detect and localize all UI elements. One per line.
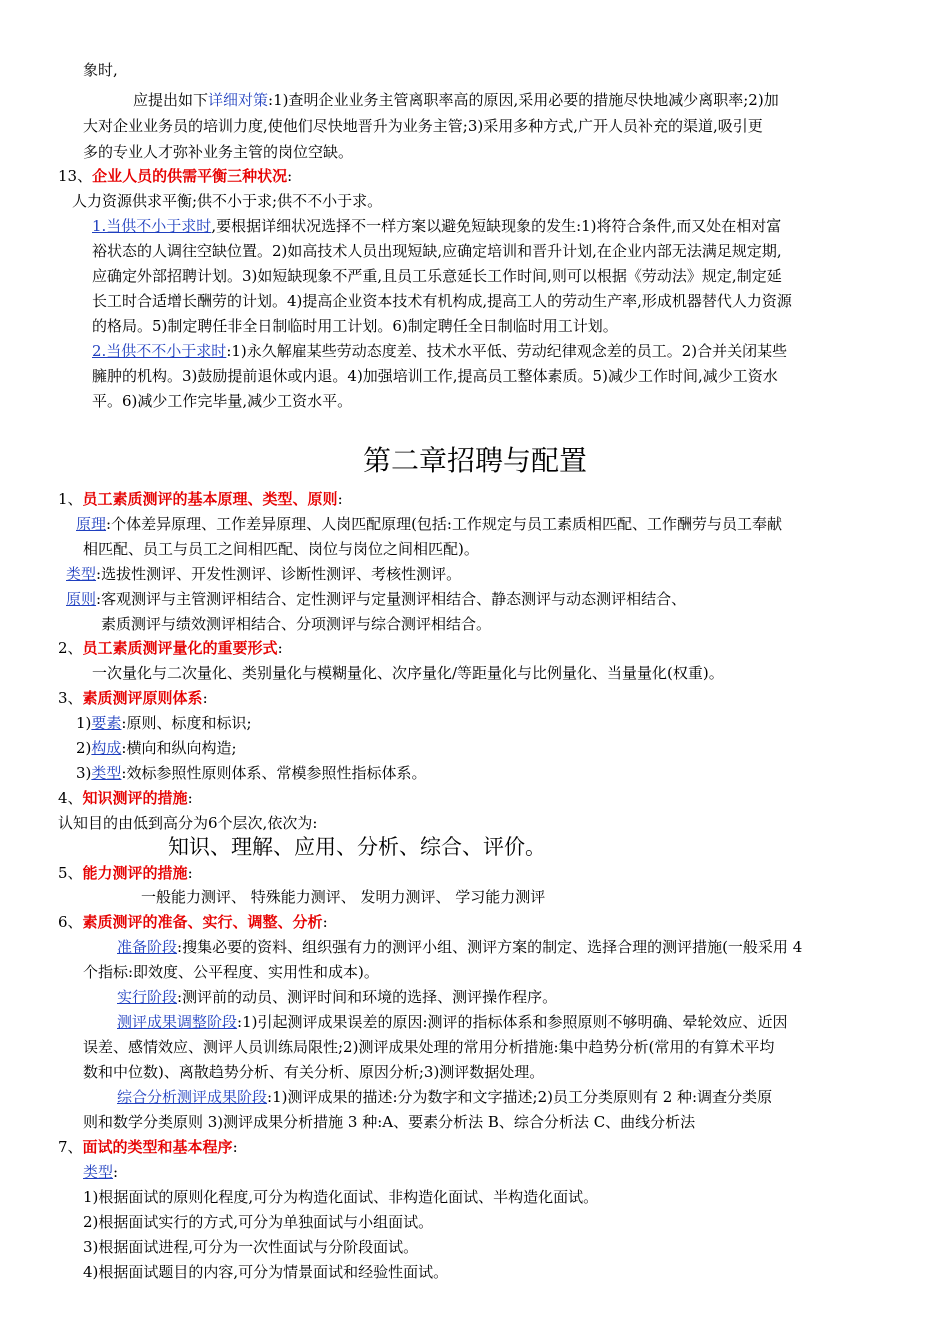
section-heading — [58, 788, 193, 808]
emphasis-line: 知识、理解、应用、分析、综合、评价。 — [168, 835, 546, 859]
keyword: 详细对策 — [208, 91, 269, 109]
text-line: 一次量化与二次量化、类别量化与模糊量化、次序量化/等距量化与比例量化、当量量化(权重)。 — [92, 664, 724, 682]
text-line: 多的专业人才弥补业务主管的岗位空缺。 — [83, 143, 354, 161]
section-number: 1、 — [58, 490, 83, 508]
section-title: 员工素质测评量化的重要形式 — [82, 639, 278, 657]
section-number: 4、 — [58, 789, 83, 807]
colon: : — [337, 490, 343, 508]
list-item: 4)根据面试题目的内容,可分为情景面试和经验性面试。 — [83, 1263, 449, 1281]
list-item: 2)根据面试实行的方式,可分为单独面试与小组面试。 — [83, 1213, 434, 1231]
text-line: 臃肿的机构。3)鼓励提前退休或内退。4)加强培训工作,提高员工整体素质。5)减少工作时间,减少工资水 — [92, 367, 778, 385]
keyword: 要素 — [91, 714, 122, 732]
section-number: 7、 — [58, 1138, 83, 1156]
text-fragment: :个体差异原理、工作差异原理、人岗匹配原理(包括:工作规定与员工素质相匹配、工作酬劳与员工奉献 — [106, 515, 782, 533]
colon: : — [202, 689, 208, 707]
keyword: 测评成果调整阶段 — [117, 1013, 238, 1031]
text-fragment: :客观测评与主管测评相结合、定性测评与定量测评相结合、静态测评与动态测评相结合、 — [96, 590, 687, 608]
text-line: 认知目的由低到高分为6个层次,依次为: — [58, 814, 318, 832]
colon: : — [287, 167, 293, 185]
text-line — [133, 90, 779, 110]
text-line: 人力资源供求平衡;供不小于求;供不不小于求。 — [72, 192, 383, 210]
text-line: 应确定外部招聘计划。3)如短缺现象不严重,且员工乐意延长工作时间,则可以根据《劳动法》规定,制定延 — [92, 267, 782, 285]
section-number: 13、 — [58, 167, 93, 185]
keyword: 类型 — [83, 1163, 114, 1181]
list-item: 3)根据面试进程,可分为一次性面试与分阶段面试。 — [83, 1238, 419, 1256]
section-number: 5、 — [58, 864, 83, 882]
text-fragment: :原则、标度和标识; — [121, 714, 252, 732]
section-number: 2、 — [58, 639, 83, 657]
text-fragment: :1)永久解雇某些劳动态度差、技术水平低、劳动纪律观念差的员工。2)合并关闭某些 — [226, 342, 788, 360]
section-title: 知识测评的措施 — [82, 789, 188, 807]
text-line: 数和中位数)、离散趋势分析、有关分析、原因分析;3)测评数据处理。 — [83, 1063, 545, 1081]
text-line — [117, 987, 557, 1007]
keyword: 1.当供不小于求时 — [92, 217, 212, 235]
text-line: 象时, — [83, 61, 118, 79]
text-fragment: :横向和纵向构造; — [121, 739, 237, 757]
text-line — [117, 937, 802, 957]
section-heading — [58, 638, 283, 658]
text-fragment: :选拔性测评、开发性测评、诊断性测评、考核性测评。 — [96, 565, 462, 583]
text-fragment: ,要根据详细状况选择不一样方案以避免短缺现象的发生:1)将符合条件,而又处在相对富 — [211, 217, 782, 235]
section-heading — [58, 688, 208, 708]
colon: : — [187, 789, 193, 807]
item-number: 3) — [76, 764, 92, 782]
colon: : — [322, 913, 328, 931]
keyword: 准备阶段 — [117, 938, 178, 956]
section-number: 3、 — [58, 689, 83, 707]
text-line: 大对企业业务员的培训力度,使他们尽快地晋升为业务主管;3)采用多种方式,广开人员补充的渠道,吸引更 — [83, 117, 763, 135]
text-fragment: :效标参照性原则体系、常模参照性指标体系。 — [121, 764, 427, 782]
text-fragment: :1)查明企业业务主管离职率高的原因,采用必要的措施尽快地减少离职率;2)加 — [268, 91, 779, 109]
keyword: 2.当供不不小于求时 — [92, 342, 227, 360]
text-line — [117, 1087, 772, 1107]
text-line: 误差、感情效应、测评人员训练局限性;2)测评成果处理的常用分析措施:集中趋势分析(常用的有算术平均 — [83, 1038, 775, 1056]
section-title: 面试的类型和基本程序 — [82, 1138, 233, 1156]
keyword: 构成 — [91, 739, 122, 757]
text-line — [66, 564, 461, 584]
text-fragment: : — [113, 1163, 119, 1181]
text-line — [76, 738, 237, 758]
section-title: 员工素质测评的基本原理、类型、原则 — [82, 490, 338, 508]
chapter-title: 第二章招聘与配置 — [362, 444, 587, 477]
colon: : — [232, 1138, 238, 1156]
text-fragment: :测评前的动员、测评时间和环境的选择、测评操作程序。 — [177, 988, 558, 1006]
section-title: 企业人员的供需平衡三种状况 — [92, 167, 288, 185]
section-title: 素质测评原则体系 — [82, 689, 203, 707]
text-line — [83, 1162, 118, 1182]
colon: : — [187, 864, 193, 882]
section-heading — [58, 912, 328, 932]
text-line — [76, 763, 426, 783]
text-line — [66, 589, 686, 609]
keyword: 原则 — [66, 590, 97, 608]
text-line: 相匹配、员工与员工之间相匹配、岗位与岗位之间相匹配)。 — [83, 540, 479, 558]
item-number: 2) — [76, 739, 92, 757]
section-number: 6、 — [58, 913, 83, 931]
text-line: 素质测评与绩效测评相结合、分项测评与综合测评相结合。 — [101, 615, 492, 633]
keyword: 原理 — [76, 515, 107, 533]
keyword: 实行阶段 — [117, 988, 178, 1006]
text-line — [76, 713, 252, 733]
text-line: 平。6)减少工作完毕量,减少工资水平。 — [92, 392, 353, 410]
text-line — [76, 514, 782, 534]
colon: : — [277, 639, 283, 657]
section-heading — [58, 863, 193, 883]
item-number: 1) — [76, 714, 92, 732]
text-line: 长工时合适增长酬劳的计划。4)提高企业资本技术有机构成,提高工人的劳动生产率,形成机器替代人力资源 — [92, 292, 792, 310]
text-fragment: :1)测评成果的描述:分为数字和文字描述;2)员工分类原则有 2 种:调查分类原 — [267, 1088, 773, 1106]
text-line: 的格局。5)制定聘任非全日制临时用工计划。6)制定聘任全日制临时用工计划。 — [92, 317, 618, 335]
section-heading — [58, 1137, 238, 1157]
list-item: 1)根据面试的原则化程度,可分为构造化面试、非构造化面试、半构造化面试。 — [83, 1188, 599, 1206]
section-heading — [58, 489, 343, 509]
section-heading — [58, 166, 292, 186]
keyword: 类型 — [66, 565, 97, 583]
text-line — [92, 216, 781, 236]
text-line: 则和数学分类原则 3)测评成果分析措施 3 种:A、要素分析法 B、综合分析法 C、曲线分析法 — [83, 1113, 696, 1131]
keyword: 综合分析测评成果阶段 — [117, 1088, 268, 1106]
section-title: 素质测评的准备、实行、调整、分析 — [82, 913, 323, 931]
text-fragment: :搜集必要的资料、组织强有力的测评小组、测评方案的制定、选择合理的测评措施(一般采用 4 — [177, 938, 803, 956]
text-line — [117, 1012, 788, 1032]
text-line: 裕状态的人调往空缺位置。2)如高技术人员出现短缺,应确定培训和晋升计划,在企业内部无法满足规定期, — [92, 242, 782, 260]
text-fragment: 应提出如下 — [133, 91, 209, 109]
text-fragment: :1)引起测评成果误差的原因:测评的指标体系和参照原则不够明确、晕轮效应、近因 — [237, 1013, 788, 1031]
text-line — [92, 341, 787, 361]
text-line: 个指标:即效度、公平程度、实用性和成本)。 — [83, 963, 379, 981]
section-title: 能力测评的措施 — [82, 864, 188, 882]
text-line: 一般能力测评、 特殊能力测评、 发明力测评、 学习能力测评 — [141, 888, 546, 906]
keyword: 类型 — [91, 764, 122, 782]
